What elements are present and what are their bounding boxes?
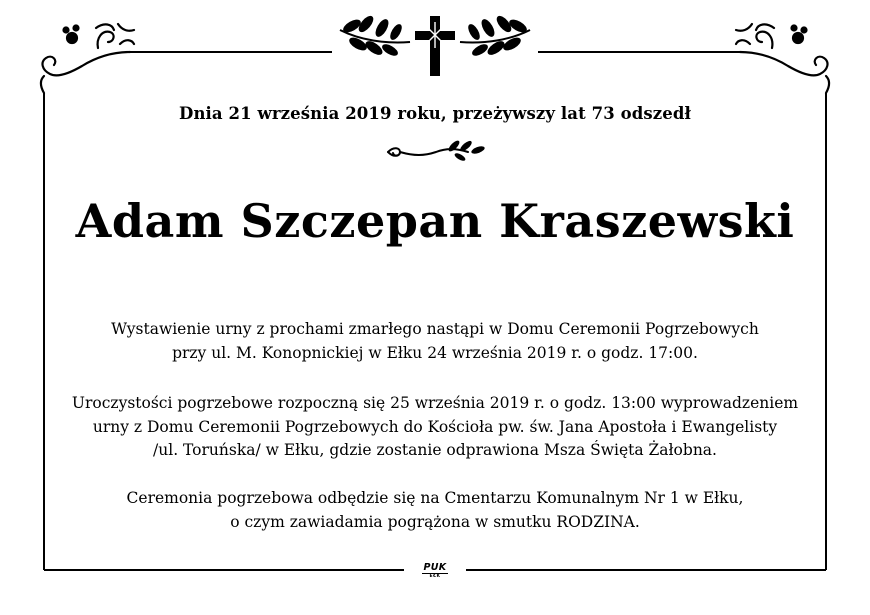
- cross-icon: [415, 16, 455, 76]
- puk-logo: [414, 563, 456, 579]
- laurel-right-icon: [460, 15, 530, 57]
- deceased-name: Adam Szczepan Kraszewski: [75, 194, 795, 248]
- paragraph-urn-display: [0, 318, 870, 365]
- corner-ornament-left-icon: [41, 24, 134, 93]
- paragraph-funeral-service: [0, 392, 870, 463]
- logo-sub-text: EŁK: [422, 573, 448, 579]
- laurel-left-icon: [340, 15, 410, 57]
- leaf-divider-icon: [384, 138, 488, 166]
- paragraph-line: Uroczystości pogrzebowe rozpoczną się 25 września 2019 r. o godz. 13:00 wyprowadzeniem: [71, 394, 799, 412]
- logo-main-text: PUK: [423, 562, 447, 573]
- paragraph-line: Wystawienie urny z prochami zmarłego nastąpi w Domu Ceremonii Pogrzebowych: [111, 320, 759, 338]
- paragraph-line: przy ul. M. Konopnickiej w Ełku 24 września 2019 r. o godz. 17:00.: [172, 343, 698, 362]
- paragraph-line: urny z Domu Ceremonii Pogrzebowych do Kościoła pw. św. Jana Apostoła i Ewangelisty: [92, 417, 778, 436]
- paragraph-line: /ul. Toruńska/ w Ełku, gdzie zostanie odprawiona Msza Święta Żałobna.: [153, 441, 717, 459]
- death-notice-header: Dnia 21 września 2019 roku, przeżywszy lat 73 odszedł: [179, 104, 691, 123]
- paragraph-line: o czym zawiadamia pogrążona w smutku RODZINA.: [230, 512, 640, 531]
- paragraph-burial: [0, 487, 870, 534]
- paragraph-line: Ceremonia pogrzebowa odbędzie się na Cmentarzu Komunalnym Nr 1 w Ełku,: [126, 489, 744, 507]
- corner-ornament-right-icon: [736, 24, 829, 93]
